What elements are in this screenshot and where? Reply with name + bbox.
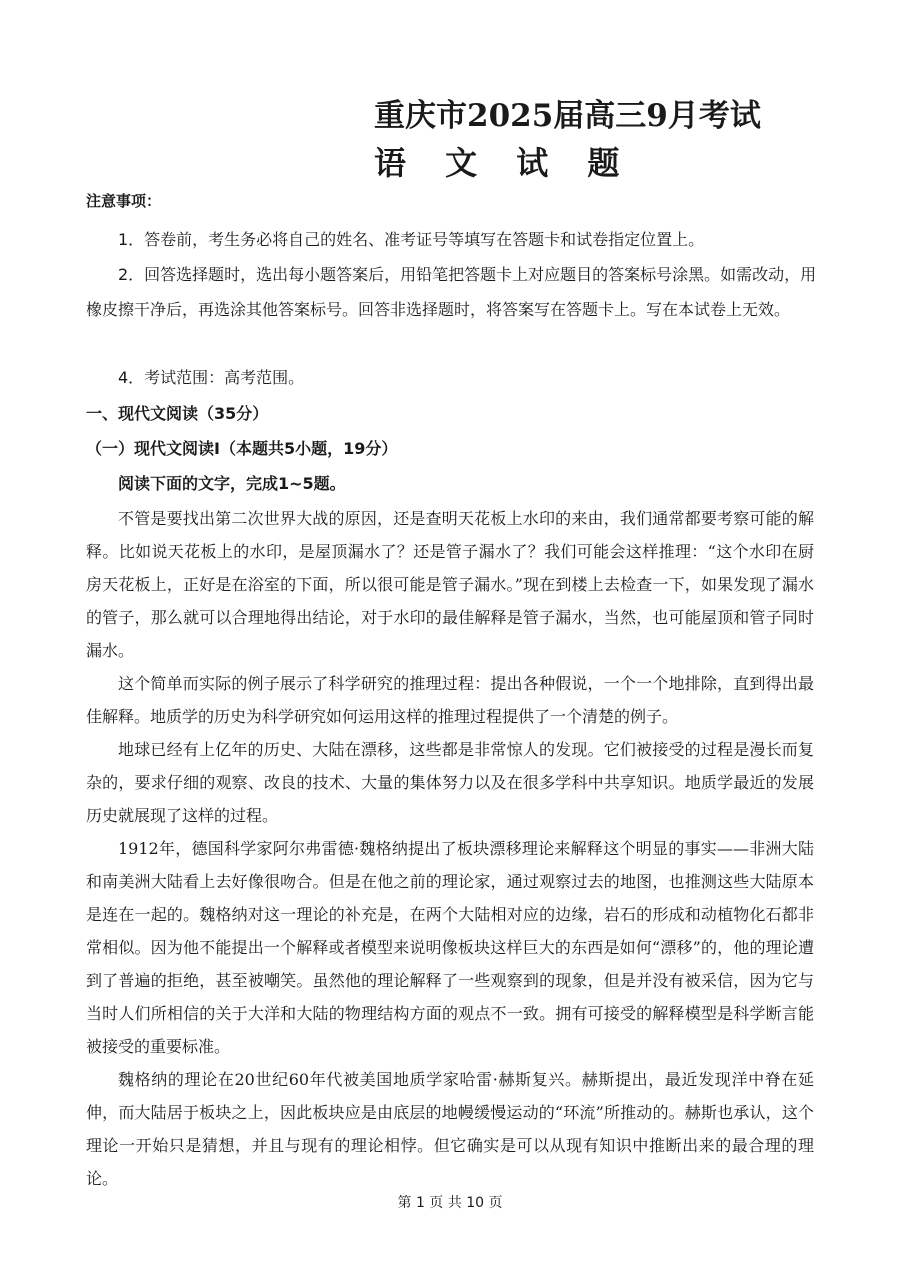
note-item-1: 1．答卷前，考生务必将自己的姓名、准考证号等填写在答题卡和试卷指定位置上。: [118, 230, 705, 249]
subsection-heading: （一）现代文阅读Ⅰ（本题共5小题，19分）: [86, 439, 398, 458]
note-item-2: 2．回答选择题时，选出每小题答案后，用铅笔把答题卡上对应题目的答案标号涂黑。如需改动，用: [118, 265, 817, 284]
note-item-4: 4．考试范围：高考范围。: [118, 368, 305, 387]
exam-subject-title: 语 文 试 题: [374, 144, 634, 182]
note-item-2-continued: 橡皮擦干净后，再选涂其他答案标号。回答非选择题时，将答案写在答题卡上。写在本试卷上无效。: [86, 300, 791, 319]
reading-passage: [86, 502, 814, 1195]
exam-title: 重庆市2025届高三9月考试: [374, 98, 761, 134]
notes-list: [86, 222, 817, 327]
passage-paragraph-4: 1912年，德国科学家阿尔弗雷德·魏格纳提出了板块漂移理论来解释这个明显的事实——非洲大陆和南美洲大陆看上去好像很吻合。但是在他之前的理论家，通过观察过去的地图，也推测这些大陆原本是连在一起的。魏格纳对这一理论的补充是，在两个大陆相对应的边缘，岩石的形成和动植物化石都非常相似。因为他不能提出一个解释或者模型来说明像板块这样巨大的东西是如何“漂移”的，他的理论遭到了普遍的拒绝，甚至被嘲笑。虽然他的理论解释了一些观察到的现象，但是并没有被采信，因为它与当时人们所相信的关于大洋和大陆的物理结构方面的观点不一致。拥有可接受的解释模型是科学断言能被接受的重要标准。: [86, 839, 814, 1056]
passage-paragraph-2: 这个简单而实际的例子展示了科学研究的推理过程：提出各种假说，一个一个地排除，直到得出最佳解释。地质学的历史为科学研究如何运用这样的推理过程提供了一个清楚的例子。: [86, 674, 814, 726]
page-number: 第 1 页 共 10 页: [397, 1195, 503, 1211]
passage-paragraph-5: 魏格纳的理论在20世纪60年代被美国地质学家哈雷·赫斯复兴。赫斯提出，最近发现洋中脊在延伸，而大陆居于板块之上，因此板块应是由底层的地幔缓慢运动的“环流”所推动的。赫斯也承认，这个理论一开始只是猜想，并且与现有的理论相悖。但它确实是可以从现有知识中推断出来的最合理的理论。: [86, 1070, 814, 1188]
notes-heading: 注意事项：: [86, 192, 162, 210]
passage-paragraph-1: 不管是要找出第二次世界大战的原因，还是查明天花板上水印的来由，我们通常都要考察可能的解释。比如说天花板上的水印，是屋顶漏水了？还是管子漏水了？我们可能会这样推理：“这个水印在厨房天花板上，正好是在浴室的下面，所以很可能是管子漏水。”现在到楼上去检查一下，如果发现了漏水的管子，那么就可以合理地得出结论，对于水印的最佳解释是管子漏水，当然，也可能屋顶和管子同时漏水。: [86, 509, 814, 660]
section-heading: 一、现代文阅读（35分）: [86, 404, 269, 423]
note-item-4-wrap: [86, 360, 814, 395]
passage-paragraph-3: 地球已经有上亿年的历史、大陆在漂移，这些都是非常惊人的发现。它们被接受的过程是漫长而复杂的，要求仔细的观察、改良的技术、大量的集体努力以及在很多学科中共享知识。地质学最近的发展历史就展现了这样的过程。: [86, 740, 814, 825]
reading-instruction: 阅读下面的文字，完成1~5题。: [118, 474, 346, 493]
